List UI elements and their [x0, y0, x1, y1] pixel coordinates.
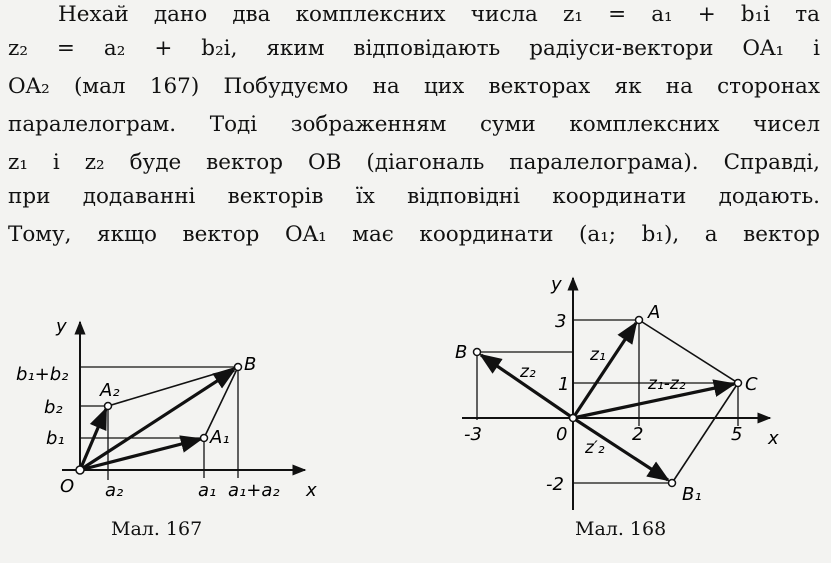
axis-x-label: x	[768, 428, 779, 449]
origin-label: 0	[556, 424, 568, 445]
vector-z1	[573, 323, 636, 418]
paragraph-line-3: OA₂ (мал 167) Побудуємо на цих векторах як на сторонах	[8, 74, 820, 99]
axis-y-label: y	[56, 316, 67, 337]
x-tick-a1a2: a₁+a₂	[228, 480, 280, 501]
y-tick-b1b2: b₁+b₂	[16, 364, 69, 385]
figure-167	[0, 300, 340, 510]
paragraph-line-1: Нехай дано два комплексних числа z₁ = a₁ + b₁i та	[58, 2, 820, 27]
point-b-label: B	[455, 342, 468, 363]
axis-x-label: x	[306, 480, 317, 501]
y-tick-1: 1	[558, 374, 570, 395]
point-c-label: C	[745, 374, 758, 395]
x-tick-a2: a₂	[105, 480, 124, 501]
y-tick-b2: b₂	[44, 397, 63, 418]
vector-z2-label: z₂	[520, 362, 536, 382]
x-tick-a1: a₁	[198, 480, 217, 501]
origin-label: O	[60, 476, 75, 497]
vector-diff-label: z₁-z₂	[648, 374, 686, 394]
point-b-label: B	[244, 354, 257, 375]
axis-y-label: y	[551, 274, 562, 295]
paragraph-line-5: z₁ і z₂ буде вектор OB (діагональ паралелограма). Справді,	[8, 150, 820, 175]
caption-168: Мал. 168	[575, 518, 667, 540]
point-a-label: A	[648, 302, 661, 323]
y-tick-b1: b₁	[46, 428, 65, 449]
vector-oa1	[80, 439, 201, 470]
paragraph-line-2: z₂ = a₂ + b₂i, яким відповідають радіуси-вектори OA₁ і	[8, 36, 820, 61]
caption-167: Мал. 167	[111, 518, 203, 540]
y-tick-minus2: -2	[546, 474, 564, 495]
x-tick-minus3: -3	[464, 424, 482, 445]
vector-z2-prime-label: z′₂	[585, 438, 605, 458]
vector-z1-label: z₁	[590, 345, 606, 365]
point-b1-label: B₁	[682, 484, 702, 505]
x-tick-5: 5	[731, 424, 743, 445]
paragraph-line-7: Тому, якщо вектор OA₁ має координати (a₁; b₁), а вектор	[8, 222, 820, 247]
figure-168	[440, 268, 800, 520]
y-tick-3: 3	[555, 311, 567, 332]
x-tick-2: 2	[632, 424, 644, 445]
paragraph-line-6: при додаванні векторів їх відповідні координати додають.	[8, 184, 820, 209]
paragraph-line-4: паралелограм. Тоді зображенням суми комплексних чисел	[8, 112, 820, 137]
point-a1-label: A₁	[210, 427, 230, 448]
point-a2-label: A₂	[100, 380, 120, 401]
